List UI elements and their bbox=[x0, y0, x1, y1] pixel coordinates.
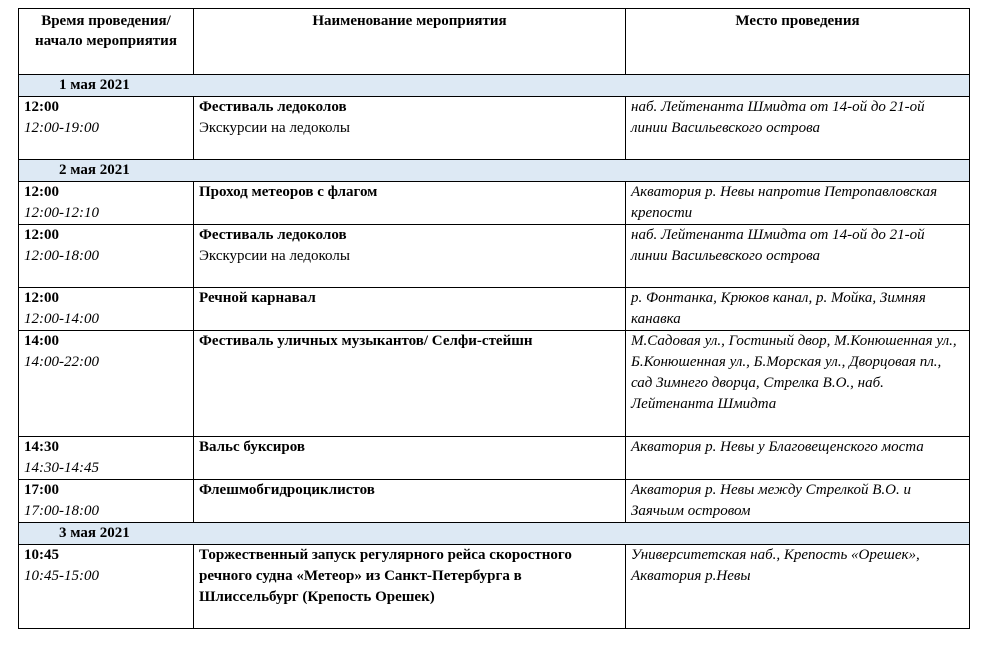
day-date: 1 мая 2021 bbox=[19, 75, 970, 97]
time-cell bbox=[19, 331, 194, 437]
event-cell bbox=[194, 331, 626, 437]
place-cell: М.Садовая ул., Гостиный двор, М.Конюшенная ул., Б.Конюшенная ул., Б.Морская ул., Дворцовая пл., сад Зимнего дворца, Стрелка В.О., наб. Лейтенанта Шмидта bbox=[626, 331, 970, 437]
time-range: 12:00-18:00 bbox=[24, 248, 99, 264]
event-row bbox=[19, 437, 970, 480]
event-row bbox=[19, 225, 970, 288]
event-subtitle: Экскурсии на ледоколы bbox=[199, 120, 350, 136]
time-range: 14:30-14:45 bbox=[24, 460, 99, 476]
start-time: 12:00 bbox=[24, 99, 59, 115]
time-range: 12:00-12:10 bbox=[24, 205, 99, 221]
header-row bbox=[19, 9, 970, 75]
place-cell: Университетская наб., Крепость «Орешек», Акватория р.Невы bbox=[626, 545, 970, 629]
event-row bbox=[19, 97, 970, 160]
header-time: Время проведения/начало мероприятия bbox=[19, 9, 194, 75]
time-cell bbox=[19, 182, 194, 225]
day-date: 2 мая 2021 bbox=[19, 160, 970, 182]
place-cell: наб. Лейтенанта Шмидта от 14-ой до 21-ой линии Васильевского острова bbox=[626, 97, 970, 160]
event-title: Флешмобгидроциклистов bbox=[199, 482, 375, 498]
event-row bbox=[19, 182, 970, 225]
time-range: 10:45-15:00 bbox=[24, 568, 99, 584]
place-cell: р. Фонтанка, Крюков канал, р. Мойка, Зимняя канавка bbox=[626, 288, 970, 331]
header-place: Место проведения bbox=[626, 9, 970, 75]
place-cell: наб. Лейтенанта Шмидта от 14-ой до 21-ой линии Васильевского острова bbox=[626, 225, 970, 288]
day-row bbox=[19, 75, 970, 97]
place-cell: Акватория р. Невы напротив Петропавловская крепости bbox=[626, 182, 970, 225]
event-cell bbox=[194, 225, 626, 288]
event-cell bbox=[194, 437, 626, 480]
start-time: 17:00 bbox=[24, 482, 59, 498]
time-cell bbox=[19, 437, 194, 480]
event-cell bbox=[194, 182, 626, 225]
time-cell bbox=[19, 480, 194, 523]
time-cell bbox=[19, 288, 194, 331]
event-row bbox=[19, 331, 970, 437]
event-row bbox=[19, 545, 970, 629]
event-cell bbox=[194, 97, 626, 160]
day-date: 3 мая 2021 bbox=[19, 523, 970, 545]
place-cell: Акватория р. Невы между Стрелкой В.О. и Заячьим островом bbox=[626, 480, 970, 523]
event-row bbox=[19, 288, 970, 331]
time-range: 17:00-18:00 bbox=[24, 503, 99, 519]
start-time: 10:45 bbox=[24, 547, 59, 563]
event-title: Речной карнавал bbox=[199, 290, 316, 306]
event-title: Вальс буксиров bbox=[199, 439, 305, 455]
event-title: Фестиваль ледоколов bbox=[199, 99, 347, 115]
place-cell: Акватория р. Невы у Благовещенского моста bbox=[626, 437, 970, 480]
event-subtitle: Экскурсии на ледоколы bbox=[199, 248, 350, 264]
time-range: 14:00-22:00 bbox=[24, 354, 99, 370]
time-cell bbox=[19, 225, 194, 288]
start-time: 12:00 bbox=[24, 184, 59, 200]
event-title: Проход метеоров с флагом bbox=[199, 184, 378, 200]
time-range: 12:00-19:00 bbox=[24, 120, 99, 136]
event-cell bbox=[194, 545, 626, 629]
start-time: 14:00 bbox=[24, 333, 59, 349]
header-event: Наименование мероприятия bbox=[194, 9, 626, 75]
event-cell bbox=[194, 288, 626, 331]
start-time: 12:00 bbox=[24, 227, 59, 243]
start-time: 12:00 bbox=[24, 290, 59, 306]
time-cell bbox=[19, 97, 194, 160]
event-title: Торжественный запуск регулярного рейса скоростного речного судна «Метеор» из Санкт-Петербурга в Шлиссельбург (Крепость Орешек) bbox=[199, 547, 572, 605]
event-title: Фестиваль ледоколов bbox=[199, 227, 347, 243]
start-time: 14:30 bbox=[24, 439, 59, 455]
event-row bbox=[19, 480, 970, 523]
day-row bbox=[19, 523, 970, 545]
event-title: Фестиваль уличных музыкантов/ Селфи-стейшн bbox=[199, 333, 533, 349]
time-cell bbox=[19, 545, 194, 629]
time-range: 12:00-14:00 bbox=[24, 311, 99, 327]
schedule-table bbox=[18, 8, 970, 629]
event-cell bbox=[194, 480, 626, 523]
day-row bbox=[19, 160, 970, 182]
